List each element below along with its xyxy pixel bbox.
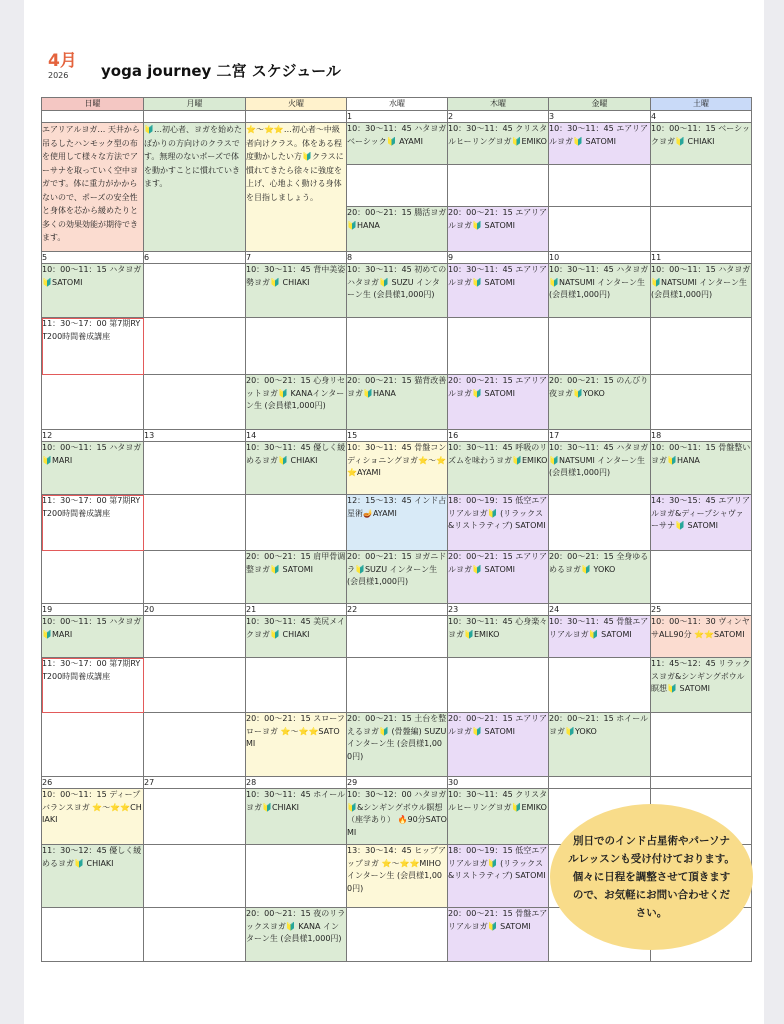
year-label: 2026 [48, 71, 69, 80]
empty-slot [144, 908, 246, 962]
day-number: 1 [347, 111, 448, 123]
day-number: 28 [246, 777, 347, 789]
class-slot: 11：45〜12：45 リラックスヨガ&シンギングボウル瞑想🔰 SATOMI [651, 658, 752, 713]
empty-slot [144, 264, 246, 318]
day-number: 16 [448, 430, 549, 442]
empty-slot [549, 318, 651, 375]
class-slot: 10：30〜11：45 エアリアルヨガ🔰 SATOMI [549, 123, 651, 165]
day-number: 12 [42, 430, 144, 442]
empty-slot [347, 908, 448, 962]
header-tuesday: 火曜 [246, 98, 347, 111]
class-slot: 20：00〜21：15 腸活ヨガ🔰HANA [347, 207, 448, 252]
empty-slot [246, 845, 347, 908]
empty-slot [651, 713, 752, 777]
class-slot: 10：30〜11：45 初めてのハタヨガ🔰 SUZU インターン生 (会員様1,000円) [347, 264, 448, 318]
notice-bubble [550, 804, 753, 950]
training-course-slot: 11：30〜17：00 第7期RYT200時間養成講座 [42, 495, 144, 551]
empty-slot [549, 207, 651, 252]
week2-slot1-row [42, 264, 752, 318]
day-number: 4 [651, 111, 752, 123]
week2-slot2-row [42, 318, 752, 375]
class-slot: 20：00〜21：15 エアリアルヨガ🔰 SATOMI [448, 375, 549, 430]
day-number: 3 [549, 111, 651, 123]
class-slot: 10：00〜11：15 ハタヨガ🔰MARI [42, 616, 144, 658]
week4-slot2-row [42, 658, 752, 713]
class-slot: 12：15〜13：45 インド占星術🪔AYAMI [347, 495, 448, 551]
day-number: 23 [448, 604, 549, 616]
day-number [651, 777, 752, 789]
header-monday: 月曜 [144, 98, 246, 111]
day-number: 24 [549, 604, 651, 616]
class-slot: 10：00〜11：15 ハタヨガ🔰MARI [42, 442, 144, 495]
notice-text: 別日でのインド占星術やパーソナルレッスンも受け付けております。個々に日程を調整させて頂きますので、お気軽にお問い合わせください。 [568, 835, 735, 919]
page-left-margin [0, 0, 24, 1024]
class-slot: 10：30〜11：45 骨盤エアリアルヨガ🔰 SATOMI [549, 616, 651, 658]
empty-slot [347, 658, 448, 713]
day-number: 22 [347, 604, 448, 616]
header-saturday: 土曜 [651, 98, 752, 111]
day-number: 11 [651, 252, 752, 264]
week1-daynum-row [42, 111, 752, 123]
week4-slot3-row [42, 713, 752, 777]
empty-slot [347, 616, 448, 658]
day-number: 7 [246, 252, 347, 264]
class-slot: 10：30〜11：45 クリスタルヒーリングヨガ🔰EMIKO [448, 123, 549, 165]
day-number: 29 [347, 777, 448, 789]
class-slot: 10：30〜11：45 呼吸のリズムを味わうヨガ🔰EMIKO [448, 442, 549, 495]
class-slot: 20：00〜21：15 心身リセットヨガ🔰 KANAインターン生 (会員様1,000円) [246, 375, 347, 430]
empty-slot [246, 658, 347, 713]
tuesday-description: ⭐〜⭐⭐…初心者〜中級者向けクラス。体をある程度動かしたい方🔰クラスに慣れてきたら徐々に強度を上げ、心地よく動ける身体を目指しましょう。 [246, 123, 347, 252]
class-slot: 20：00〜21：15 エアリアルヨガ🔰 SATOMI [448, 713, 549, 777]
weekday-header-row [42, 98, 752, 111]
day-number: 30 [448, 777, 549, 789]
class-slot: 20：00〜21：15 夜のリラックスヨガ🔰 KANA インターン生 (会員様1,000円) [246, 908, 347, 962]
class-slot: 10：30〜11：45 背中美姿勢ヨガ🔰 CHIAKI [246, 264, 347, 318]
day-number: 8 [347, 252, 448, 264]
class-slot: 20：00〜21：15 ホイールヨガ🔰YOKO [549, 713, 651, 777]
day-number: 18 [651, 430, 752, 442]
class-slot: 14：30〜15：45 エアリアルヨガ&ディープシャヴァーサナ🔰 SATOMI [651, 495, 752, 551]
class-slot: 20：00〜21：15 全身ゆるめるヨガ🔰 YOKO [549, 551, 651, 604]
empty-slot [651, 551, 752, 604]
header-friday: 金曜 [549, 98, 651, 111]
empty-slot [144, 713, 246, 777]
header-sunday: 日曜 [42, 98, 144, 111]
page-title: yoga journey 二宮 スケジュール [101, 62, 341, 80]
class-slot: 20：00〜21：15 猫背改善ヨガ🔰HANA [347, 375, 448, 430]
day-number [246, 111, 347, 123]
day-number: 17 [549, 430, 651, 442]
empty-slot [651, 318, 752, 375]
empty-slot [448, 658, 549, 713]
week2-slot3-row [42, 375, 752, 430]
empty-slot [144, 495, 246, 551]
day-number: 25 [651, 604, 752, 616]
day-number: 21 [246, 604, 347, 616]
class-slot: 10：00〜11：15 ディープバランスヨガ ⭐〜⭐⭐CHIAKI [42, 789, 144, 845]
class-slot: 18：00〜19：15 低空エアリアルヨガ🔰 (リラックス&リストラティブ) SATOMI [448, 845, 549, 908]
class-slot: 20：00〜21：15 のんびり夜ヨガ🔰YOKO [549, 375, 651, 430]
day-number: 10 [549, 252, 651, 264]
empty-slot [549, 495, 651, 551]
week4-slot1-row [42, 616, 752, 658]
empty-slot [144, 658, 246, 713]
class-slot: 10：00〜11：15 ベーシックヨガ🔰 CHIAKI [651, 123, 752, 165]
empty-slot [347, 318, 448, 375]
sunday-description [42, 123, 144, 252]
class-slot: 10：30〜11：45 優しく緩めるヨガ🔰 CHIAKI [246, 442, 347, 495]
class-slot: 10：00〜11：15 ハタヨガ🔰NATSUMI インターン生 (会員様1,000円) [651, 264, 752, 318]
empty-slot [144, 318, 246, 375]
week3-daynum-row [42, 430, 752, 442]
training-course-slot: 11：30〜17：00 第7期RYT200時間養成講座 [42, 318, 144, 375]
week3-slot3-row [42, 551, 752, 604]
class-slot: 10：00〜11：15 ハタヨガ🔰SATOMI [42, 264, 144, 318]
empty-slot [448, 318, 549, 375]
empty-slot [549, 165, 651, 207]
class-slot: 11：30〜12：45 優しく緩めるヨガ🔰 CHIAKI [42, 845, 144, 908]
class-slot: 10：30〜11：45 心身楽々ヨガ🔰EMIKO [448, 616, 549, 658]
header-thursday: 木曜 [448, 98, 549, 111]
empty-slot [144, 442, 246, 495]
empty-slot [651, 165, 752, 207]
class-slot: 10：30〜11：45 ハタヨガ🔰NATSUMI インターン生 (会員様1,000円) [549, 442, 651, 495]
empty-slot [144, 375, 246, 430]
day-number: 19 [42, 604, 144, 616]
description-text: エアリアルヨガ… 天井から吊るしたハンモック型の布を使用して様々な方法でアーサナを取っていく空中ヨガです。体に重力がかからないので、ポーズの安全性と身体を芯から緩めたりと多くの効果効能が期待できます。 [42, 125, 140, 242]
empty-slot [347, 165, 448, 207]
week1-slot1-row [42, 123, 752, 165]
class-slot: 20：00〜21：15 エアリアルヨガ🔰 SATOMI [448, 207, 549, 252]
header-wednesday: 水曜 [347, 98, 448, 111]
class-slot: 20：00〜21：15 骨盤エアリアルヨガ🔰 SATOMI [448, 908, 549, 962]
day-number: 20 [144, 604, 246, 616]
empty-slot [246, 318, 347, 375]
class-slot: 10：00〜11：30 ヴィンヤサALL90分 ⭐⭐SATOMI [651, 616, 752, 658]
day-number: 9 [448, 252, 549, 264]
day-number [549, 777, 651, 789]
day-number [144, 111, 246, 123]
day-number: 5 [42, 252, 144, 264]
day-number: 6 [144, 252, 246, 264]
empty-slot [144, 845, 246, 908]
day-number: 14 [246, 430, 347, 442]
empty-slot [651, 207, 752, 252]
day-number: 27 [144, 777, 246, 789]
empty-slot [246, 495, 347, 551]
week4-daynum-row [42, 604, 752, 616]
class-slot: 10：00〜11：15 骨盤整いヨガ🔰HANA [651, 442, 752, 495]
class-slot: 20：00〜21：15 エアリアルヨガ🔰 SATOMI [448, 551, 549, 604]
class-slot: 10：30〜11：45 ホイールヨガ🔰CHIAKI [246, 789, 347, 845]
class-slot: 10：30〜11：45 ハタヨガ🔰NATSUMI インターン生 (会員様1,000円) [549, 264, 651, 318]
month-label: 4月 [48, 51, 77, 71]
empty-slot [42, 551, 144, 604]
empty-slot [448, 165, 549, 207]
class-slot: 10：30〜12：00 ハタヨガ🔰&シンギングボウル瞑想（座学あり） 🔥90分SATOMI [347, 789, 448, 845]
page-right-margin [764, 0, 784, 1024]
day-number [42, 111, 144, 123]
class-slot: 10：30〜11：45 クリスタルヒーリングヨガ🔰EMIKO [448, 789, 549, 845]
class-slot: 20：00〜21：15 肩甲骨调整ヨガ🔰 SATOMI [246, 551, 347, 604]
class-slot: 13：30〜14：45 ヒップアップヨガ ⭐〜⭐⭐MIHO インターン生 (会員様1,000円) [347, 845, 448, 908]
empty-slot [549, 658, 651, 713]
empty-slot [651, 375, 752, 430]
class-slot: 10：30〜11：45 ハタヨガベーシック🔰 AYAMI [347, 123, 448, 165]
empty-slot [42, 908, 144, 962]
day-number: 15 [347, 430, 448, 442]
week2-daynum-row [42, 252, 752, 264]
empty-slot [42, 375, 144, 430]
empty-slot [144, 789, 246, 845]
empty-slot [144, 616, 246, 658]
week5-daynum-row [42, 777, 752, 789]
class-slot: 20：00〜21：15 スローフローヨガ ⭐〜⭐⭐SATOMI [246, 713, 347, 777]
training-course-slot: 11：30〜17：00 第7期RYT200時間養成講座 [42, 658, 144, 713]
class-slot: 20：00〜21：15 ヨガニドラ🔰SUZU インターン生 (会員様1,000円) [347, 551, 448, 604]
day-number: 13 [144, 430, 246, 442]
monday-description: 🔰…初心者、ヨガを始めたばかりの方向けのクラスです。無理のないポーズで体を動かすことに慣れていきます。 [144, 123, 246, 252]
empty-slot [42, 713, 144, 777]
day-number: 2 [448, 111, 549, 123]
week3-slot1-row [42, 442, 752, 495]
class-slot: 10：30〜11：45 エアリアルヨガ🔰 SATOMI [448, 264, 549, 318]
class-slot: 18：00〜19：15 低空エアリアルヨガ🔰 (リラックス&リストラティブ) SATOMI [448, 495, 549, 551]
class-slot: 10：30〜11：45 美尻メイクヨガ🔰 CHIAKI [246, 616, 347, 658]
day-number: 26 [42, 777, 144, 789]
class-slot: 10：30〜11：45 骨盤コンディショニングヨガ⭐〜⭐⭐AYAMI [347, 442, 448, 495]
empty-slot [144, 551, 246, 604]
class-slot: 20：00〜21：15 土台を整えるヨガ🔰 (骨盤編) SUZU インターン生 (会員様1,000円) [347, 713, 448, 777]
week3-slot2-row [42, 495, 752, 551]
